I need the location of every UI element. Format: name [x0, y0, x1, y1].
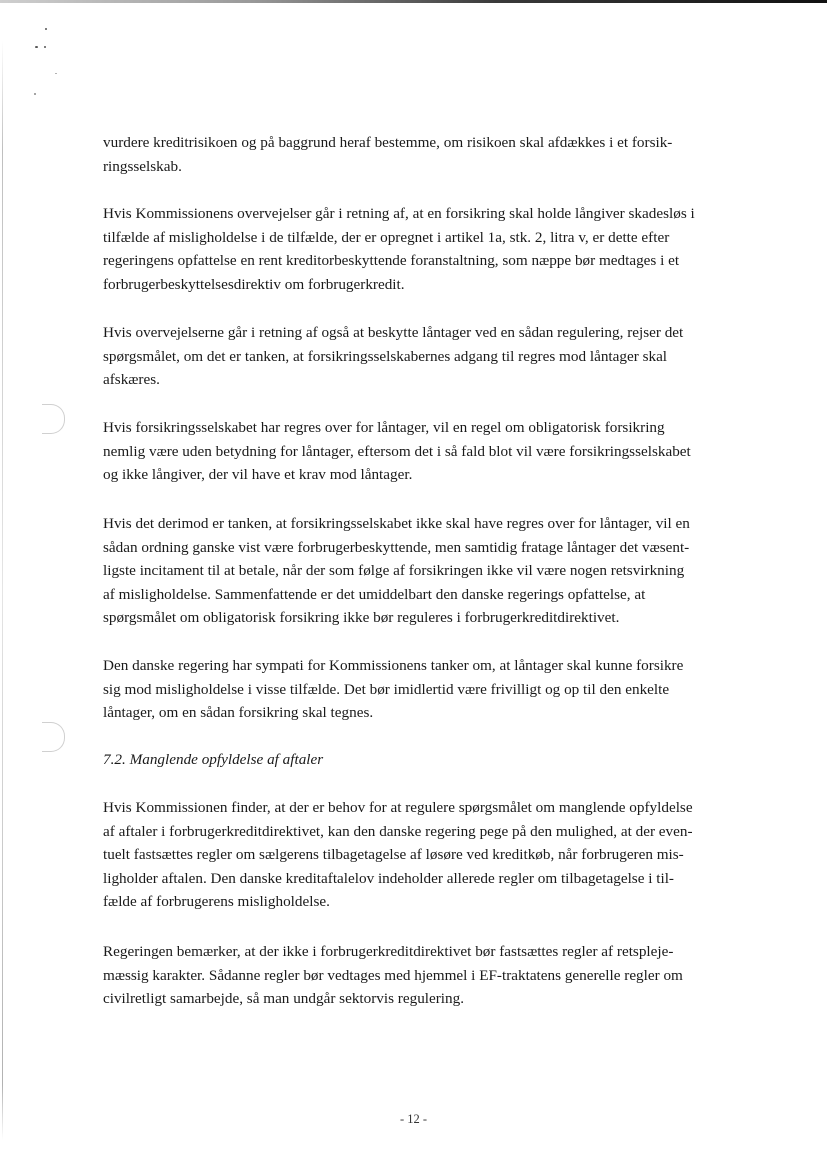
scan-speck	[35, 46, 38, 48]
text-line: vurdere kreditrisikoen og på baggrund heraf bestemme, om risikoen skal afdækkes i et forsik-	[103, 134, 673, 151]
scan-edge-left	[2, 40, 3, 1140]
text-line: Regeringen bemærker, at der ikke i forbrugerkreditdirektivet bør fastsættes regler af retspleje-	[103, 943, 674, 960]
scan-speck	[44, 46, 46, 48]
text-line: mæssig karakter. Sådanne regler bør vedtages med hjemmel i EF-traktatens generelle regler om	[103, 966, 683, 984]
text-line: Hvis overvejelserne går i retning af også at beskytte låntager ved en sådan regulering, rejser det	[103, 324, 684, 341]
scan-speck	[55, 73, 57, 74]
punch-hole-mark	[42, 404, 65, 434]
scan-speck	[34, 93, 36, 95]
paragraph	[103, 202, 753, 296]
text-line: sådan ordning ganske vist være forbrugerbeskyttende, men samtidig fratage låntager det væsent-	[103, 538, 690, 556]
text-line: Hvis det derimod er tanken, at forsikringsselskabet ikke skal have regres over for låntager, vil en	[103, 515, 690, 532]
text-line: og ikke långiver, der vil have et krav mod låntager.	[103, 466, 413, 483]
text-line: spørgsmålet om obligatorisk forsikring ikke bør reguleres i forbrugerkreditdirektivet.	[103, 609, 620, 626]
text-line: forbrugerbeskyttelsesdirektiv om forbrugerkredit.	[103, 275, 405, 293]
text-line: tilfælde af misligholdelse i de tilfælde, der er opregnet i artikel 1a, stk. 2, litra v, er dette efter	[103, 228, 670, 246]
text-line: Hvis Kommissionens overvejelser går i retning af, at en forsikring skal holde långiver skadesløs i	[103, 205, 695, 222]
text-line: afskæres.	[103, 371, 160, 388]
text-line: ringsselskab.	[103, 157, 182, 175]
text-line: Den danske regering har sympati for Kommissionens tanker om, at låntager skal kunne forsikre	[103, 657, 684, 674]
section-heading	[103, 748, 753, 772]
text-line: ligste incitament til at betale, når der som følge af forsikringen ikke vil være nogen retsvirkning	[103, 562, 685, 579]
text-line: fælde af forbrugerens misligholdelse.	[103, 893, 330, 910]
text-line: låntager, om en sådan forsikring skal tegnes.	[103, 704, 374, 721]
text-line: nemlig være uden betydning for låntager, eftersom det i så fald blot vil være forsikringsselskabet	[103, 442, 691, 460]
text-line: ligholder aftalen. Den danske kreditaftalelov indeholder allerede regler om tilbagetagelse i til-	[103, 869, 674, 887]
scan-edge-top	[0, 0, 827, 3]
paragraph	[103, 796, 753, 914]
scan-speck	[45, 28, 47, 30]
paragraph	[103, 131, 753, 178]
paragraph	[103, 940, 753, 1011]
text-line: af aftaler i forbrugerkreditdirektivet, kan den danske regering pege på den mulighed, at der even-	[103, 822, 693, 840]
text-line: regeringens opfattelse en rent kreditorbeskyttende foranstaltning, som næppe bør medtages i et	[103, 252, 680, 269]
text-line: sig mod misligholdelse i visse tilfælde. Det bør imidlertid være frivilligt og op til den enkelte	[103, 680, 670, 698]
punch-hole-mark	[42, 722, 65, 752]
text-line: civilretligt samarbejde, så man undgår sektorvis regulering.	[103, 990, 465, 1007]
paragraph	[103, 654, 753, 725]
paragraph	[103, 512, 753, 630]
text-line: Hvis forsikringsselskabet har regres over for låntager, vil en regel om obligatorisk forsikring	[103, 419, 665, 436]
page-number: - 12 -	[399, 1112, 428, 1126]
text-line: tuelt fastsættes regler om sælgerens tilbagetagelse af løsøre ved kreditkøb, når forbrugeren mis-	[103, 846, 684, 863]
text-line: Hvis Kommissionen finder, at der er behov for at regulere spørgsmålet om manglende opfyldelse	[103, 799, 693, 816]
text-line: spørgsmålet, om det er tanken, at forsikringsselskabernes adgang til regres mod låntager skal	[103, 347, 668, 365]
text-line: af misligholdelse. Sammenfattende er det umiddelbart den danske regerings opfattelse, at	[103, 585, 646, 603]
section-heading-text: 7.2. Manglende opfyldelse af aftaler	[103, 751, 324, 768]
paragraph	[103, 321, 753, 392]
paragraph	[103, 416, 753, 487]
